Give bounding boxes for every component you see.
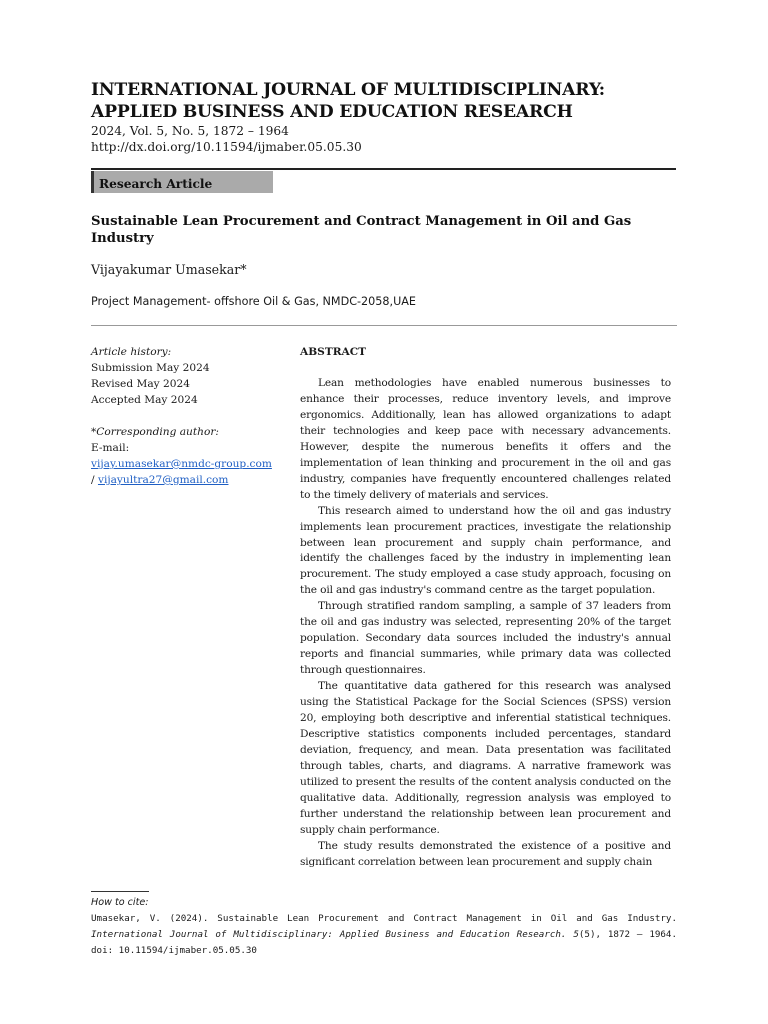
paper-title: Sustainable Lean Procurement and Contract Management in Oil and Gas Industry bbox=[91, 214, 632, 246]
email-label: E-mail: bbox=[91, 442, 130, 454]
author-name: Vijayakumar Umasekar* bbox=[91, 262, 247, 277]
citation-main: Umasekar, V. (2024). Sustainable Lean Procurement and Contract Management in Oil and Gas Industry. bbox=[91, 913, 677, 924]
abstract-paragraph: Lean methodologies have enabled numerous businesses to enhance their processes, reduce inventory levels, and improve ergonomics. Additionally, lean has allowed organizations to adapt their technologies and keep pace with necessary advancements. However, despite the numerous benefits it offers and the implementation of lean thinking and procurement in the oil and gas industry, companies have frequently encountered challenges related to the timely delivery of materials and services. bbox=[300, 377, 671, 501]
header-divider bbox=[91, 168, 676, 170]
abstract-paragraph: The quantitative data gathered for this research was analysed using the Statistical Package for the Social Sciences (SPSS) version 20, employing both descriptive and inferential statistical techniques. Descriptive statistics components included percentages, standard deviation, frequency, and mean. Data presentation was facilitated through tables, charts, and diagrams. A narrative framework was utilized to present the results of the content analysis conducted on the qualitative data. Additionally, regression analysis was employed to further understand the relationship between lean procurement and supply chain performance. bbox=[300, 680, 671, 836]
history-label: Article history: bbox=[91, 346, 172, 358]
accepted-date: Accepted May 2024 bbox=[91, 394, 198, 406]
section-divider bbox=[91, 325, 677, 326]
journal-title: INTERNATIONAL JOURNAL OF MULTIDISCIPLINARY: APPLIED BUSINESS AND EDUCATION RESEARCH bbox=[91, 80, 605, 122]
abstract-heading: ABSTRACT bbox=[300, 346, 367, 358]
submission-date: Submission May 2024 bbox=[91, 362, 210, 374]
citation-rest: (5), 1872 – 1964. doi: 10.11594/ijmaber.05.05.30 bbox=[91, 929, 677, 956]
abstract-section bbox=[300, 344, 671, 871]
email-link-secondary[interactable]: vijayultra27@gmail.com bbox=[97, 474, 229, 486]
doi-link[interactable]: http://dx.doi.org/10.11594/ijmaber.05.05.30 bbox=[91, 140, 362, 154]
citation-journal: International Journal of Multidisciplinary: Applied Business and Education Research. bbox=[91, 929, 567, 940]
email-separator: / bbox=[91, 474, 95, 486]
citation-text bbox=[91, 911, 677, 959]
footnote-divider bbox=[91, 891, 149, 892]
corresponding-label: *Corresponding author: bbox=[91, 426, 219, 438]
abstract-paragraph: The study results demonstrated the existence of a positive and significant correlation between lean procurement and supply chain bbox=[300, 839, 671, 868]
author-affiliation: Project Management- offshore Oil & Gas, NMDC-2058,UAE bbox=[91, 295, 416, 308]
article-history bbox=[91, 344, 291, 488]
citation-volume: 5 bbox=[573, 929, 579, 940]
volume-line: 2024, Vol. 5, No. 5, 1872 – 1964 bbox=[91, 124, 289, 138]
revised-date: Revised May 2024 bbox=[91, 378, 190, 390]
how-to-cite-label: How to cite: bbox=[91, 897, 149, 908]
abstract-paragraph: Through stratified random sampling, a sample of 37 leaders from the oil and gas industry was selected, representing 20% of the target population. Secondary data sources included the industry's annual reports and financial summaries, while primary data was collected through questionnaires. bbox=[300, 600, 671, 677]
article-type-badge: Research Article bbox=[91, 171, 273, 193]
abstract-paragraph: This research aimed to understand how the oil and gas industry implements lean procurement practices, investigate the relationship between lean procurement and supply chain performance, and identify the challenges faced by the industry in implementing lean procurement. The study employed a case study approach, focusing on the oil and gas industry's command centre as the target population. bbox=[300, 504, 671, 597]
email-link-primary[interactable]: vijay.umasekar@nmdc-group.com bbox=[91, 458, 272, 470]
